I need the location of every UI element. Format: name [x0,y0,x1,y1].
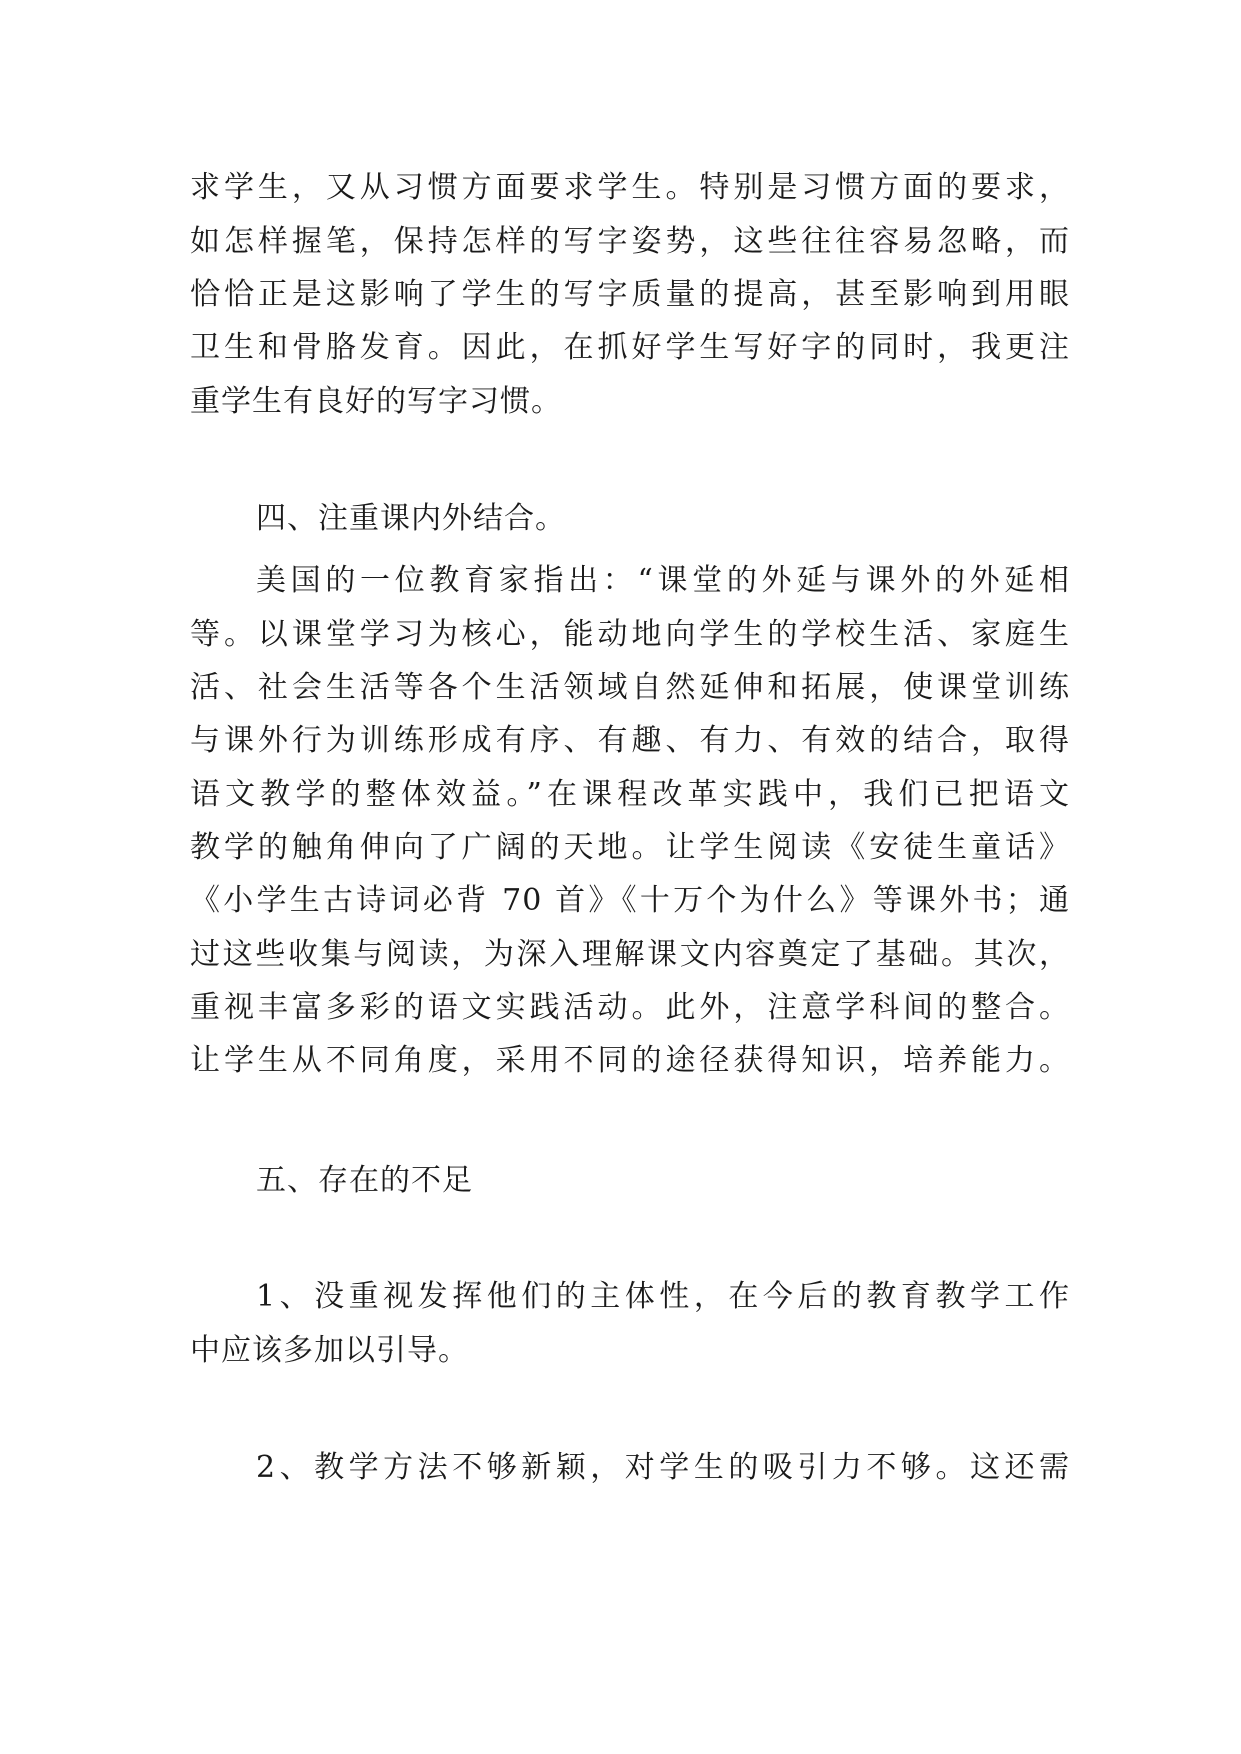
text-line: 让学生从不同角度，采用不同的途径获得知识，培养能力。 [190,1043,1070,1078]
text-line: 语文教学的整体效益。”在课程改革实践中，我们已把语文 [190,777,1070,812]
text-line: 中应该多加以引导。 [190,1333,469,1368]
text-line: 重视丰富多彩的语文实践活动。此外，注意学科间的整合。 [190,990,1070,1025]
text-line: 美国的一位教育家指出：“课堂的外延与课外的外延相 [256,563,1070,598]
text-line: 1、没重视发挥他们的主体性，在今后的教育教学工作 [256,1279,1070,1314]
section-heading: 五、存在的不足 [256,1163,473,1198]
text-line: 过这些收集与阅读，为深入理解课文内容奠定了基础。其次， [190,937,1070,972]
text-line: 教学的触角伸向了广阔的天地。让学生阅读《安徒生童话》 [190,830,1070,865]
text-line: 《小学生古诗词必背 70 首》《十万个为什么》等课外书；通 [190,883,1070,918]
text-line: 2、教学方法不够新颖，对学生的吸引力不够。这还需 [256,1450,1070,1485]
section-heading: 四、注重课内外结合。 [256,501,566,536]
text-line: 恰恰正是这影响了学生的写字质量的提高，甚至影响到用眼 [190,277,1070,312]
text-line: 等。以课堂学习为核心，能动地向学生的学校生活、家庭生 [190,617,1070,652]
text-line: 如怎样握笔，保持怎样的写字姿势，这些往往容易忽略，而 [190,224,1070,259]
text-line: 活、社会生活等各个生活领域自然延伸和拓展，使课堂训练 [190,670,1070,705]
text-line: 卫生和骨胳发育。因此，在抓好学生写好字的同时，我更注 [190,330,1070,365]
text-line: 求学生，又从习惯方面要求学生。特别是习惯方面的要求， [190,170,1070,205]
text-line: 与课外行为训练形成有序、有趣、有力、有效的结合，取得 [190,723,1070,758]
text-line: 重学生有良好的写字习惯。 [190,384,562,419]
